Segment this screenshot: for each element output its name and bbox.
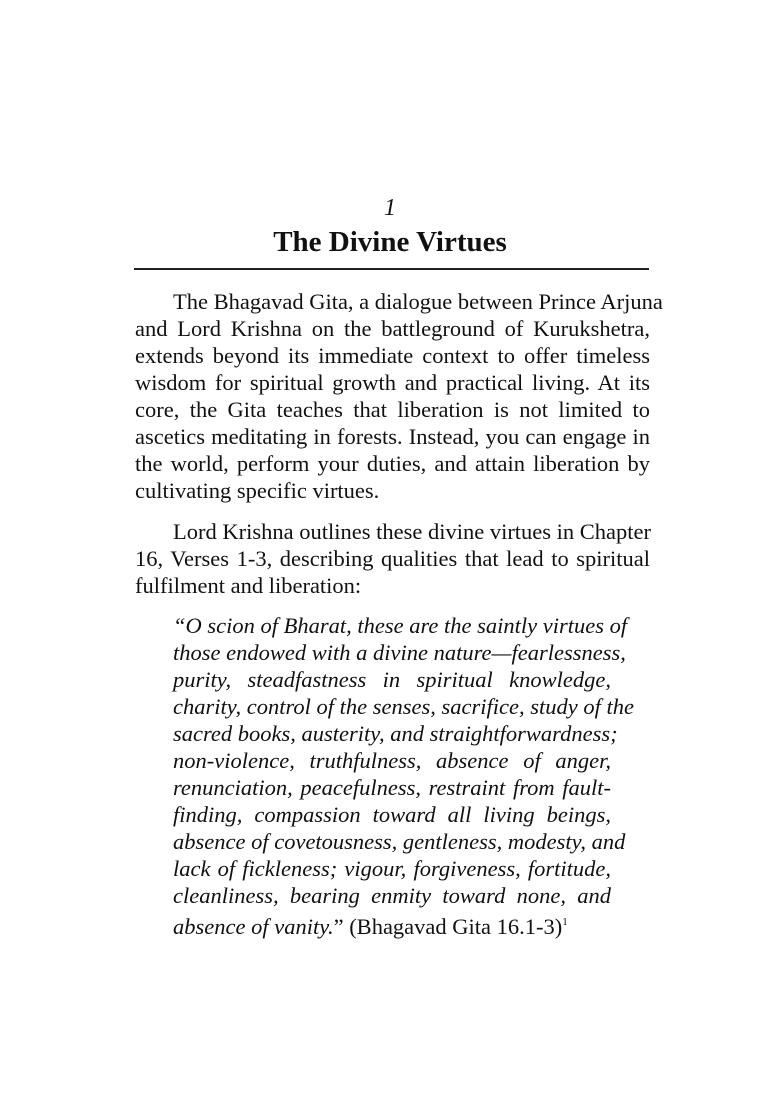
- quote-line: cleanliness, bearing enmity toward none, and: [173, 883, 611, 908]
- title-divider: [134, 268, 649, 270]
- paragraph-line: wisdom for spiritual growth and practical living. At its: [135, 370, 650, 395]
- quote-end-italic: absence of vanity.: [173, 914, 334, 939]
- chapter-title: The Divine Virtues: [273, 226, 507, 258]
- quote-line: purity, steadfastness in spiritual knowledge,: [173, 667, 611, 692]
- quote-line: lack of fickleness; vigour, forgiveness, fortitude,: [173, 856, 611, 881]
- quote-line: renunciation, peacefulness, restraint from fault-: [173, 775, 611, 800]
- paragraph-line: The Bhagavad Gita, a dialogue between Prince Arjuna: [173, 289, 663, 314]
- quote-line: those endowed with a divine nature—fearlessness,: [173, 640, 626, 665]
- quote-line: sacred books, austerity, and straightforwardness;: [173, 721, 618, 746]
- quote-last-line: [173, 909, 611, 940]
- quote-citation: ” (Bhagavad Gita 16.1-3): [333, 914, 563, 939]
- paragraph-line: 16, Verses 1-3, describing qualities that lead to spiritual: [135, 546, 650, 571]
- paragraph-line: fulfilment and liberation:: [135, 573, 362, 598]
- quote-line: charity, control of the senses, sacrifice, study of the: [173, 694, 634, 719]
- quote-line: non-violence, truthfulness, absence of anger,: [173, 748, 611, 773]
- quote-line: absence of covetousness, gentleness, modesty, and: [173, 829, 626, 854]
- quote-line: finding, compassion toward all living beings,: [173, 802, 611, 827]
- paragraph-line: cultivating specific virtues.: [135, 478, 380, 503]
- paragraph-line: Lord Krishna outlines these divine virtues in Chapter: [173, 519, 652, 544]
- chapter-number: 1: [384, 195, 396, 221]
- footnote-marker[interactable]: 1: [562, 916, 568, 928]
- quote-line: “O scion of Bharat, these are the saintly virtues of: [173, 613, 628, 638]
- paragraph-line: and Lord Krishna on the battleground of Kurukshetra,: [135, 316, 650, 341]
- paragraph-line: extends beyond its immediate context to offer timeless: [135, 343, 650, 368]
- paragraph-line: ascetics meditating in forests. Instead, you can engage in: [135, 424, 650, 449]
- paragraph-line: the world, perform your duties, and attain liberation by: [135, 451, 650, 476]
- paragraph-line: core, the Gita teaches that liberation is not limited to: [135, 397, 650, 422]
